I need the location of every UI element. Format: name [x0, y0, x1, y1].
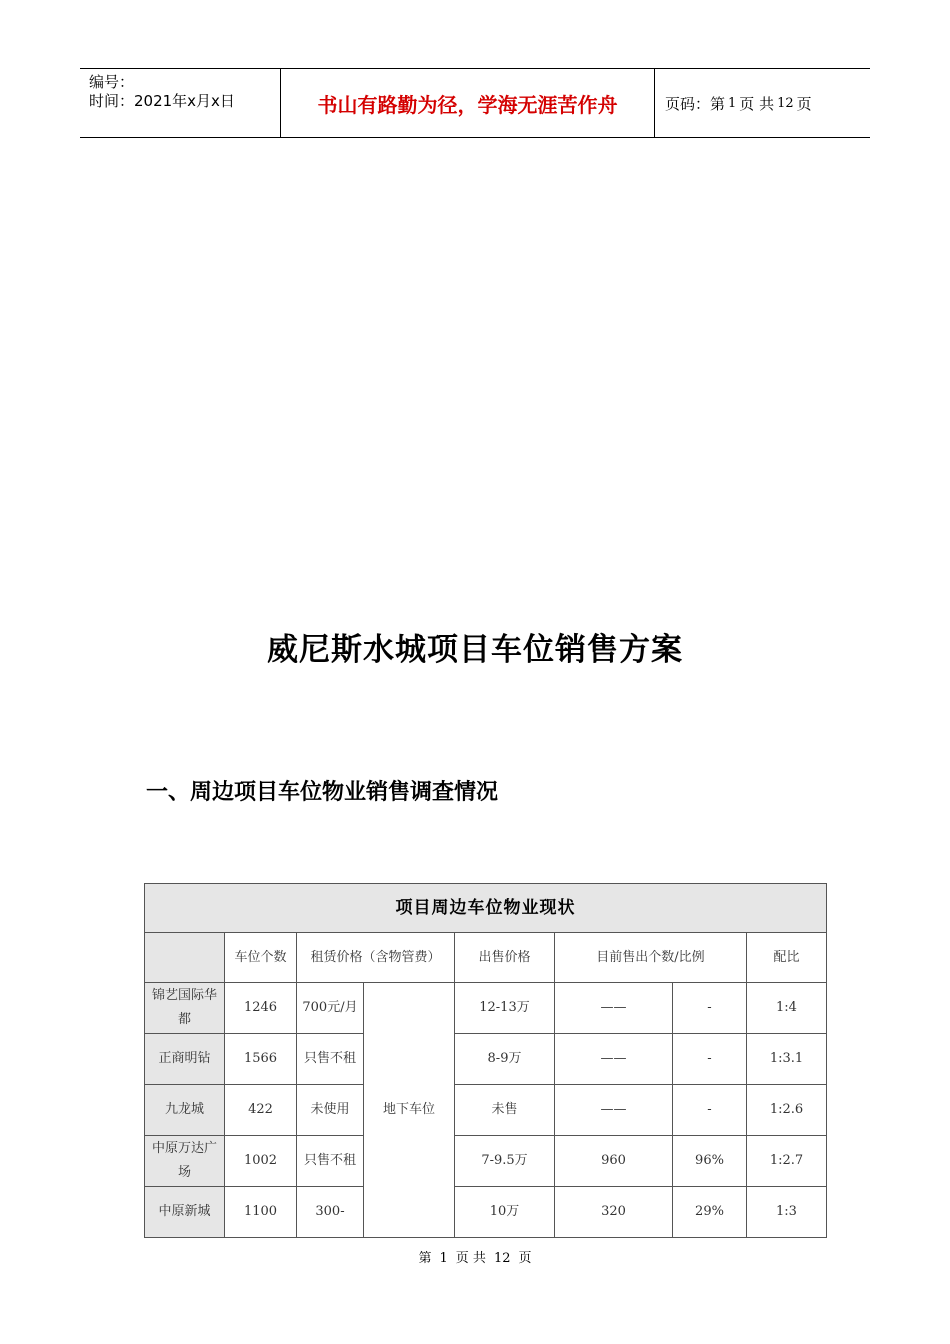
table-header-row — [145, 933, 827, 983]
sold-count: 320 — [555, 1187, 673, 1238]
page-number: 1 — [728, 95, 737, 111]
footer-pre: 第 — [418, 1251, 432, 1266]
date-label: 时间：2021年x月x日 — [89, 92, 235, 110]
rent-price: 700元/月 — [297, 983, 364, 1034]
parking-type: 地下车位 — [364, 983, 455, 1238]
footer-post: 页 — [518, 1251, 532, 1266]
sale-price: 7-9.5万 — [455, 1136, 555, 1187]
page-label-mid: 页 共 — [739, 94, 775, 113]
serial-label: 编号： — [89, 73, 135, 91]
parking-mix: 1:2.6 — [747, 1085, 827, 1136]
table-row — [145, 1187, 827, 1238]
sold-count: —— — [555, 983, 673, 1034]
header-page-info — [655, 69, 870, 137]
column-header-count: 车位个数 — [225, 933, 297, 983]
column-header-empty — [145, 933, 225, 983]
space-count: 422 — [225, 1085, 297, 1136]
column-header-mix: 配比 — [747, 933, 827, 983]
rent-price: 300- — [297, 1187, 364, 1238]
parking-survey-table — [144, 883, 827, 1238]
rent-price: 只售不租 — [297, 1136, 364, 1187]
footer-mid: 页 共 — [455, 1251, 486, 1266]
sold-ratio: - — [673, 1085, 747, 1136]
sale-price: 未售 — [455, 1085, 555, 1136]
sold-ratio: - — [673, 983, 747, 1034]
sold-ratio: - — [673, 1034, 747, 1085]
parking-mix: 1:3 — [747, 1187, 827, 1238]
column-header-rent: 租赁价格（含物管费） — [297, 933, 455, 983]
column-header-price: 出售价格 — [455, 933, 555, 983]
table-row — [145, 1085, 827, 1136]
footer-page-number: 1 — [439, 1251, 448, 1266]
project-name: 九龙城 — [145, 1085, 225, 1136]
space-count: 1002 — [225, 1136, 297, 1187]
section-heading: 一、周边项目车位物业销售调查情况 — [146, 779, 499, 805]
parking-mix: 1:2.7 — [747, 1136, 827, 1187]
space-count: 1100 — [225, 1187, 297, 1238]
page-label-post: 页 — [796, 94, 812, 113]
header-meta — [80, 69, 281, 137]
project-name: 正商明钻 — [145, 1034, 225, 1085]
footer-page-total: 12 — [493, 1251, 511, 1266]
rent-price: 未使用 — [297, 1085, 364, 1136]
sale-price: 12-13万 — [455, 983, 555, 1034]
sold-count: 960 — [555, 1136, 673, 1187]
column-header-sold: 目前售出个数/比例 — [555, 933, 747, 983]
table-row — [145, 1034, 827, 1085]
table-caption: 项目周边车位物业现状 — [145, 884, 827, 933]
table-row — [145, 983, 827, 1034]
project-name: 中原万达广场 — [145, 1136, 225, 1187]
project-name: 中原新城 — [145, 1187, 225, 1238]
rent-price: 只售不租 — [297, 1034, 364, 1085]
page-footer — [0, 1247, 950, 1266]
sold-count: —— — [555, 1085, 673, 1136]
sold-ratio: 29% — [673, 1187, 747, 1238]
sale-price: 8-9万 — [455, 1034, 555, 1085]
space-count: 1566 — [225, 1034, 297, 1085]
parking-mix: 1:4 — [747, 983, 827, 1034]
page-header — [80, 68, 870, 138]
sold-count: —— — [555, 1034, 673, 1085]
parking-mix: 1:3.1 — [747, 1034, 827, 1085]
page-total: 12 — [777, 95, 794, 111]
sold-ratio: 96% — [673, 1136, 747, 1187]
table-row — [145, 1136, 827, 1187]
project-name: 锦艺国际华都 — [145, 983, 225, 1034]
sale-price: 10万 — [455, 1187, 555, 1238]
header-motto: 书山有路勤为径，学海无涯苦作舟 — [281, 69, 655, 137]
document-title: 威尼斯水城项目车位销售方案 — [267, 632, 683, 668]
page-label-pre: 页码：第 — [665, 94, 726, 113]
space-count: 1246 — [225, 983, 297, 1034]
